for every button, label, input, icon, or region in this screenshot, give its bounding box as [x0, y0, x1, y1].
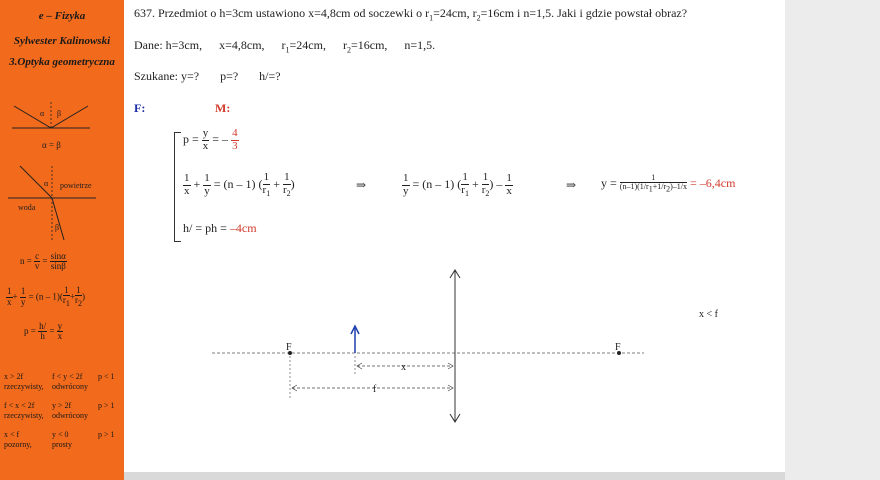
case-3-orient: prosty: [52, 440, 72, 449]
equation-image-distance: y = $\frac{1}{(n-1)(1/r1+1/r2)-1/x}$ = –6,4cm: [601, 173, 736, 194]
refraction-alpha: α: [44, 179, 49, 188]
refraction-index-formula: n = $\frac{c}{v}$ = $\frac{\sin\alpha}{\sin\beta}$: [20, 251, 66, 272]
case-3-cond: x < f: [4, 430, 20, 439]
case-3-kind: pozorny,: [4, 440, 32, 449]
x-distance-label: x: [401, 362, 406, 373]
case-1-kind: rzeczywisty,: [4, 382, 44, 391]
formulas-label: F:: [134, 101, 146, 115]
sidebar-title-author: Sylwester Kalinowski: [13, 35, 111, 47]
lens-ray-diagram: [124, 260, 785, 430]
reflection-rule: α = β: [42, 140, 61, 150]
case-2-orient: odwrócony: [52, 411, 88, 420]
equation-image-height: h/ = ph = –4cm: [183, 221, 257, 235]
focal-label-right: F: [615, 342, 621, 353]
right-margin: [785, 0, 880, 480]
case-1-mag: p < 1: [98, 372, 115, 381]
case-3-range: y < 0: [52, 430, 69, 439]
sidebar: [0, 0, 124, 480]
focal-label-left: F: [286, 342, 292, 353]
problem-statement: 637. Przedmiot o h=3cm ustawiono x=4,8cm od soczewki o $r_1=24cm$, $r_2=16cm$ i n=1,5. Jaki i gdzie powstał obraz?: [134, 6, 688, 23]
case-2-range: y > 2f: [52, 401, 72, 410]
given-data: Dane: h=3cm, x=4,8cm, $r_1=24cm$, $r_2=16cm$, n=1,5.: [134, 38, 436, 55]
reflection-beta: β: [57, 109, 62, 118]
case-3-mag: p > 1: [98, 430, 115, 439]
case-1-orient: odwrócony: [52, 382, 88, 391]
lens-formula: $\frac{1}{x}$ + $\frac{1}{y}$ = (n – 1)( $\frac{1}{r1}$ + $\frac{1}{r2}$ ): [7, 285, 85, 309]
math-label: M:: [215, 101, 231, 115]
sidebar-title-course: e – Fizyka: [38, 10, 86, 22]
equation-lens: $\frac{1}{x}$ + $\frac{1}{y}$ = (n – 1) ( $\frac{1}{r_1}$ + $\frac{1}{r_2}$ ): [184, 171, 295, 198]
case-2-mag: p > 1: [98, 401, 115, 410]
sought-values: Szukane: y=? p=? h/=?: [134, 69, 281, 83]
reflection-diagram: [8, 98, 116, 158]
image-height-result: –4cm: [229, 221, 257, 235]
refraction-diagram: [6, 160, 122, 244]
equation-magnification: p = $\frac{y}{x}$ = – $\frac{4}{3}$: [183, 127, 238, 152]
image-distance-result: = –6,4cm: [690, 175, 736, 190]
case-1-cond: x > 2f: [4, 372, 24, 381]
case-2-cond: f < x < 2f: [4, 401, 35, 410]
implies-arrow-1: ⇒: [356, 178, 367, 192]
case-2-kind: rzeczywisty,: [4, 411, 44, 420]
case-1-range: f < y < 2f: [52, 372, 83, 381]
magnification-formula: p = $\frac{h/}{h}$ = $\frac{y}{x}$: [24, 321, 63, 342]
bottom-scroll-area: [124, 472, 785, 480]
reflection-alpha: α: [40, 109, 45, 118]
refraction-beta: β: [55, 223, 60, 232]
refraction-air-label: powietrze: [60, 181, 92, 190]
sidebar-title-topic: 3.Optyka geometryczna: [9, 56, 115, 68]
implies-arrow-2: ⇒: [566, 178, 577, 192]
equation-system-brace: [174, 132, 181, 242]
refraction-water-label: woda: [18, 203, 36, 212]
f-distance-label: f: [373, 384, 377, 395]
equation-lens-solved: $\frac{1}{y}$ = (n – 1) ( $\frac{1}{r_1}$ + $\frac{1}{r_2}$ ) – $\frac{1}{x}$: [403, 171, 512, 198]
condition-label: x < f: [699, 309, 718, 320]
